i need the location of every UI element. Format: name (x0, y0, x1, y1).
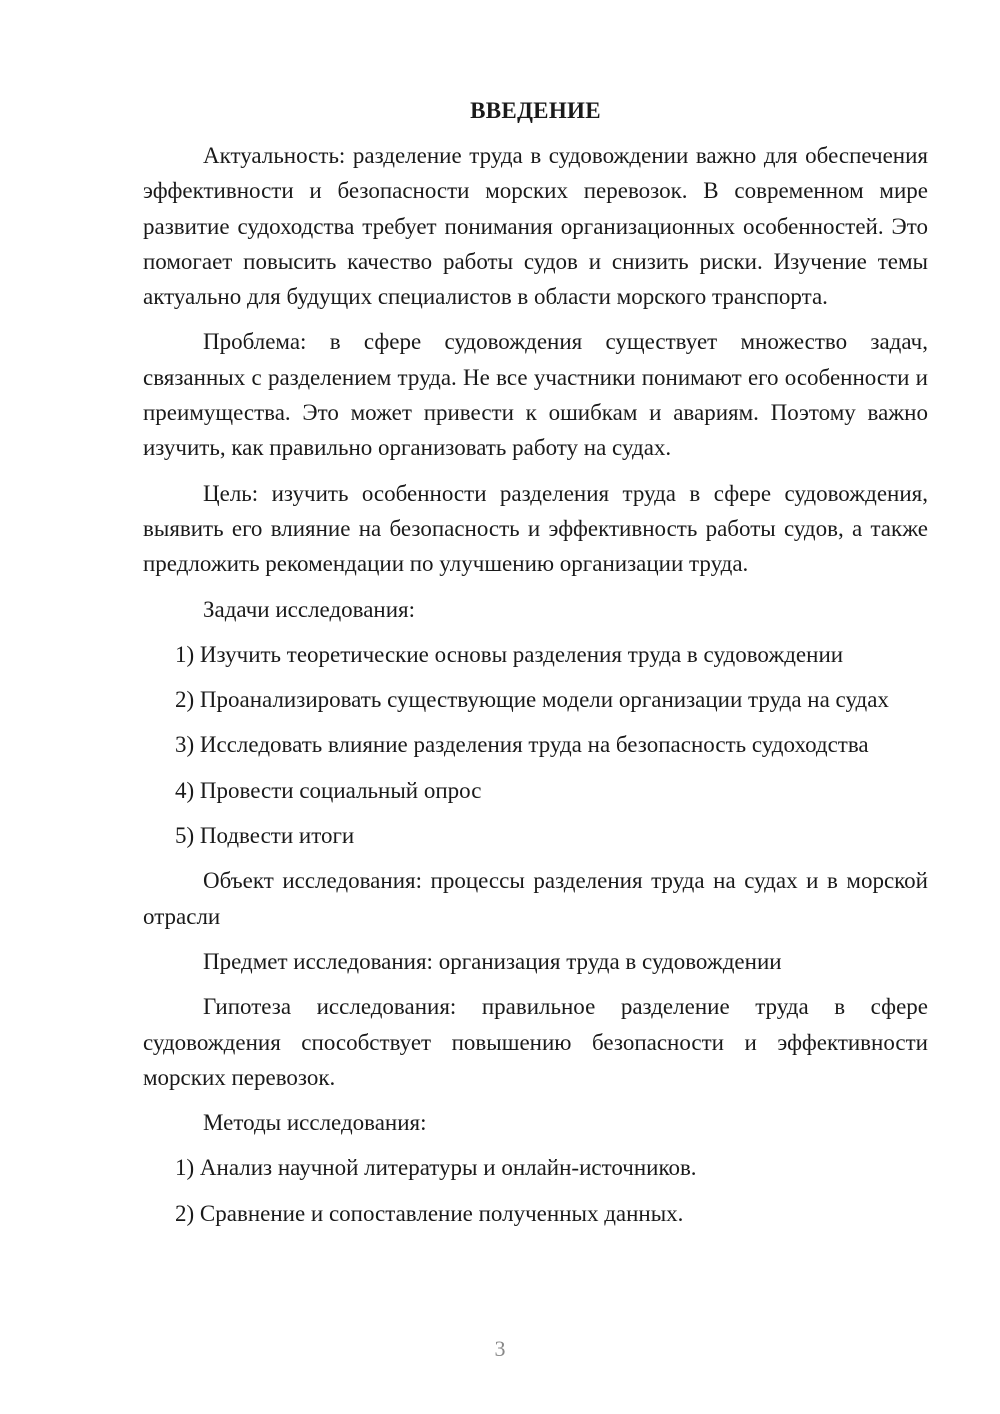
paragraph-subject: Предмет исследования: организация труда в судовождении (203, 948, 782, 974)
method-item-1: 1) Анализ научной литературы и онлайн-источников. (175, 1155, 697, 1181)
page-content (143, 96, 928, 1241)
task-item-3: 3) Исследовать влияние разделения труда на безопасность судоходства (175, 732, 869, 758)
tasks-heading: Задачи исследования: (203, 596, 416, 622)
paragraph-goal: Цель: изучить особенности разделения труда в сфере судовождения, выявить его влияние на безопасность и эффективность работы судов, а также предложить рекомендации по улучшению организации труда. (143, 480, 928, 577)
paragraph-relevance: Актуальность: разделение труда в судовождении важно для обеспечения эффективности и безопасности морских перевозок. В современном мире развитие судоходства требует понимания организационных особенностей. Это помогает повысить качество работы судов и снизить риски. Изучение темы актуально для будущих специалистов в области морского транспорта. (143, 143, 928, 310)
page-title: ВВЕДЕНИЕ (470, 98, 601, 123)
paragraph-hypothesis: Гипотеза исследования: правильное разделение труда в сфере судовождения способствует повышению безопасности и эффективности морских перевозок. (143, 994, 928, 1090)
paragraph-problem: Проблема: в сфере судовождения существует множество задач, связанных с разделением труда. Не все участники понимают его особенности и преимущества. Это может привести к ошибкам и авариям. Поэтому важно изучить, как правильно организовать работу на судах. (143, 329, 928, 461)
task-item-4: 4) Провести социальный опрос (175, 777, 482, 803)
paragraph-object: Объект исследования: процессы разделения труда на судах и в морской отрасли (143, 868, 928, 929)
methods-heading: Методы исследования: (203, 1110, 427, 1136)
page-number: 3 (494, 1336, 506, 1361)
method-item-2: 2) Сравнение и сопоставление полученных данных. (175, 1200, 684, 1226)
task-item-2: 2) Проанализировать существующие модели организации труда на судах (175, 687, 889, 713)
task-item-5: 5) Подвести итоги (175, 823, 355, 849)
task-item-1: 1) Изучить теоретические основы разделения труда в судовождении (175, 641, 844, 667)
